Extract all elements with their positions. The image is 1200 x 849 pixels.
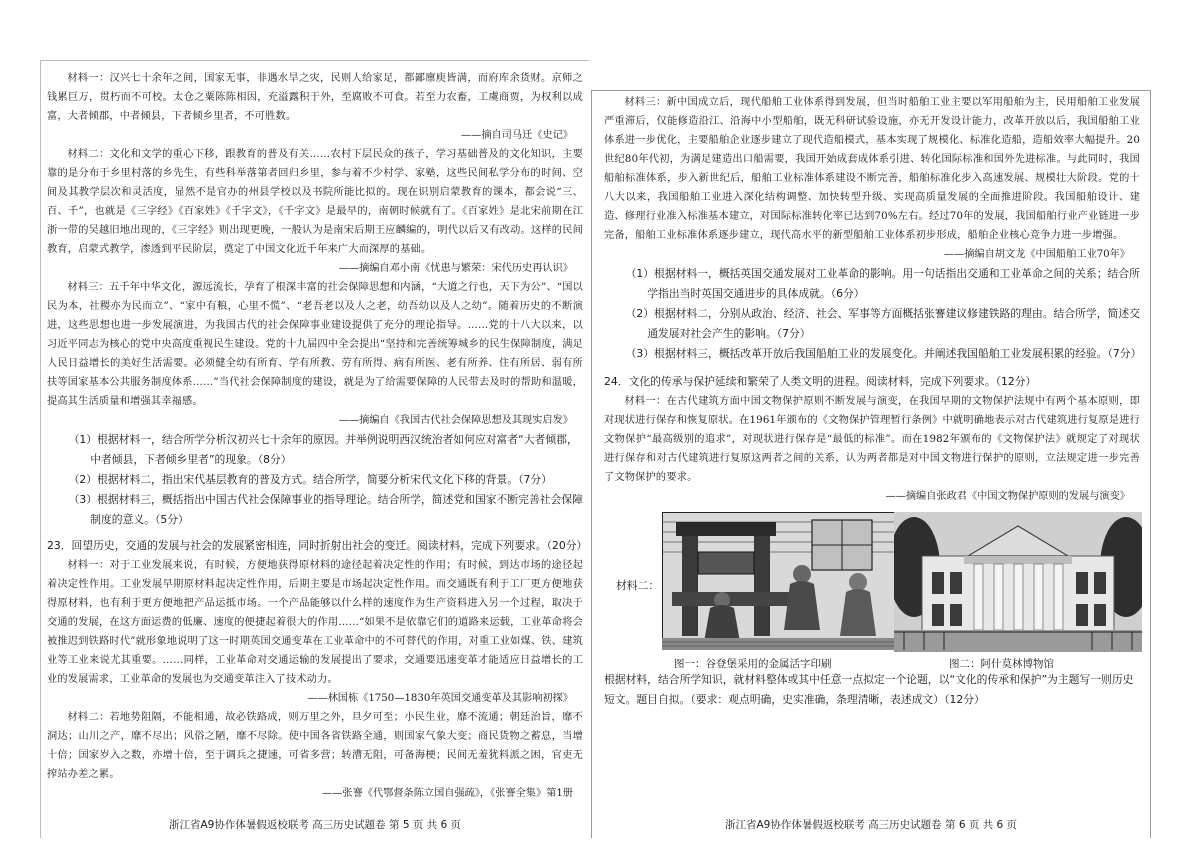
question-23-material-1-source: ——林国栋《1750—1830年英国交通变革及其影响初探》	[307, 693, 573, 704]
page-5-content	[41, 69, 589, 803]
question-24-stem: 24．文化的传承与保护延续和繁荣了人类文明的进程。阅读材料，完成下列要求。（12分）	[604, 375, 1037, 388]
material-2-label: 材料二：	[616, 579, 660, 592]
question-22-2: （2）根据材料二，指出宋代基层教育的普及方式。结合所学，简要分析宋代文化下移的背景。（7分）	[68, 473, 552, 486]
printing-press-image	[662, 512, 902, 650]
material-3-welfare: 材料三：五千年中华文化，源远流长，孕育了根深丰富的社会保障思想和内涵，“大道之行也，天下为公”、“国以民为本，社稷亦为民而立”、“家中有粮，心里不慌”、“老吾老以及人之老，幼吾幼以及人之幼”。随着历史的不断演进，这些思想也进一步发展演进，为我国古代的社会保障事业建设提供了充分的理论指导。……党的十八大以来，以习近平同志为核心的党中央高度重视民生建设。党的十九届四中全会提出“坚持和完善统筹城乡的民生保障制度，满足人民日益增长的美好生活需要。必须健全幼有所育、学有所教、劳有所得、病有所医、老有所养、住有所居、弱有所扶等国家基本公共服务制度体系……”当代社会保障制度的建设，就是为了给需要保障的人民带去及时的帮助和温暖，提高其生活质量和增强其幸福感。	[47, 282, 583, 407]
material-2-figures	[604, 512, 1140, 670]
material-1-source: ——摘自司马迁《史记》	[460, 130, 573, 141]
question-23-stem: 23．回望历史，交通的发展与社会的发展紧密相连，同时折射出社会的变迁。阅读材料，完成下列要求。（20分）	[47, 539, 588, 552]
question-22-1: （1）根据材料一，结合所学分析汉初兴七十余年的原因。并举例说明西汉统治者如何应对富者“大者倾郡，中者倾县，下者倾乡里者”的现象。（8分）	[68, 433, 578, 466]
material-2-song: 材料二：文化和文学的重心下移，跟教育的普及有关……农村下层民众的孩子，学习基础普及的文化知识，主要靠的是分布于乡里村落的乡先生，有些科举落第者回归乡里，参与着不少村学、家塾，这些民间私学分布的时间、空间及其教学层次和灵活度，显然不是官办的州县学校以及书院所能比拟的。现在识别启蒙教育的课本，都会说“三、百、千”，也就是《三字经》《百家姓》《千字文》，《千字文》是最早的，南朝时候就有了。《百家姓》是北宋前期在江浙一带的吴越旧地出现的，《三字经》则出现更晚，一般认为是南宋后期王应麟编的，明代以后又有改动。这样的民间教育，启蒙式教学，渗透到平民阶层，奠定了中国文化近千年来广大而深厚的基础。	[47, 149, 583, 255]
question-23-material-2-source: ——张謇《代鄂督条陈立国自强疏》，《张謇全集》第1册	[322, 788, 573, 799]
material-3-source: ——摘编自《我国古代社会保障思想及其现实启发》	[338, 415, 573, 426]
page-5	[40, 60, 589, 838]
question-23-2: （2）根据材料二，分别从政治、经济、社会、军事等方面概括张謇建议修建铁路的理由。结合所学，简述交通发展对社会产生的影响。（7分）	[625, 307, 1140, 340]
question-23-material-2: 材料二：若地势阻隔，不能相通，故必铁路成，则万里之外，旦夕可至；小民生业，靡不流通；朝廷治旨，靡不洞达；山川之产，靡不尽出；风俗之陋，靡不尽除。使中国各省铁路全通，则国家气象大变；商民货物之蓄息，当增十倍；国家岁入之数，亦增十倍，至于调兵之捷速，可省多营；转漕无阻，可备海梗；民间无羞犹料派之困，官吏无搾站办差之累。	[47, 712, 583, 780]
material-3-shipbuilding-source: ——摘编自胡文龙《中国船舶工业70年》	[943, 249, 1130, 260]
material-3-shipbuilding: 材料三：新中国成立后，现代船舶工业体系得到发展，但当时船舶工业主要以军用船舶为主，民用船舶工业发展严重滞后，仅能修造沿江、沿海中小型船舶，既无科研试验设施，亦无开发设计能力，改革开放以后，我国船舶工业体系进一步优化，主要船舶企业逐步建立了现代造船模式，基本实现了规模化、标准化造船，造船效率大幅提升。20世纪80年代初，为满足建造出口船需要，我国开始成套成体系引进、转化国际标准和国外先进标准。与此同时，我国船舶标准体系，步入新世纪后，船舶工业标准体系建设不断完善，船舶标准化步入高速发展、规模壮大阶段。党的十八大以来，我国船舶工业进入深化结构调整、加快转型升级、实现高质量发展的全面推进阶段。我国船舶设计、建造、修理行业准入标准基本建立，对国际标准转化率已达到70%左右。经过70年的发展，我国船舶行业产业链进一步完备，船舶工业标准体系逐步建立，现代高水平的新型船舶工业体系初步形成，船舶企业核心竞争力进一步增强。	[604, 97, 1140, 241]
material-1-han: 材料一：汉兴七十余年之间，国家无事，非遇水旱之灾，民则人给家足，都鄙廪庾皆满，而府库余货财。京师之钱累巨万，贯朽而不可校。太仓之粟陈陈相因，充溢露积于外，至腐败不可食。若至力农畜，工虞商贾，为权利以成富，大者倾郡，中者倾县，下者倾乡里者，不可胜数。	[47, 73, 583, 122]
question-24-material-1-source: ——摘编自张政君《中国文物保护原则的发展与演变》	[885, 491, 1130, 502]
ashmolean-museum-image	[894, 512, 1142, 652]
question-24-requirement: 根据材料，结合所学知识，就材料整体或其中任意一点拟定一个论题，以“文化的传承和保护”为主题写一则历史短文。题目自拟。（要求：观点明确，史实准确，条理清晰，表述成文）（12分）	[604, 673, 1134, 706]
page-6-content	[592, 93, 1150, 710]
question-24-material-1: 材料一：在古代建筑方面中国文物保护原则不断发展与演变，在我国早期的文物保护法规中有两个基本原则，即对现状进行保存和恢复原状。在1961年颁布的《文物保护管理暂行条例》中就明确地表示对古代建筑进行复原是进行文物保护“最高级别的追求”，对现状进行保存是“最低的标准”。而在1982年颁布的《文物保护法》就规定了对现状进行保存和对古代建筑进行复原这两者之间的关系，认为两者都是对中国文物进行保护的原则，立法规定进一步完善了文物保护的要求。	[604, 396, 1140, 483]
figure-1-caption: 图一：谷登堡采用的金属活字印刷	[674, 658, 832, 670]
page-6	[591, 90, 1151, 838]
question-23-3: （3）根据材料三，概括改革开放后我国船舶工业的发展变化。并阐述我国船舶工业发展积累的经验。（7分）	[625, 347, 1142, 360]
figure-2-caption: 图二：阿什莫林博物馆	[949, 658, 1054, 670]
page-6-footer: 浙江省A9协作体暑假返校联考 高三历史试题卷 第 6 页 共 6 页	[724, 819, 1018, 831]
question-23-1: （1）根据材料一，概括英国交通发展对工业革命的影响。用一句话指出交通和工业革命之间的关系；结合所学指出当时英国交通进步的具体成就。（6分）	[625, 267, 1140, 300]
question-23-material-1: 材料一：对于工业发展来说，有时候，方便地获得原材料的途径起着决定性的作用；有时候，到达市场的途径起着决定性作用。工业发展早期原材料起决定性作用，后期主要是市场起决定性作用。而交通既有利于工厂更方便地获得原材料，也有利于更方便地把产品运抵市场。一个产品能够以什么样的速度作为生产资料进入另一个过程，取决于交通的发展，在这方面运费的低廉、速度的便捷起着很大的作用……“如果不是依靠它们的道路来运载，工业革命将会被推迟到铁路时代”就形象地说明了这一时期英国交通变革在工业革命中的不可替代的作用，对重工业如煤、铁、建筑业等工业来说尤其重要。……同样，工业革命对交通运输的发展提出了要求，交通要迅速变革才能适应日益增长的工业的发展需求，工业革命的发展也为交通变革注入了技术动力。	[47, 560, 583, 685]
page-5-footer: 浙江省A9协作体暑假返校联考 高三历史试题卷 第 5 页 共 6 页	[168, 819, 462, 831]
material-2-source: ——摘编自邓小南《忧患与繁荣：宋代历史再认识》	[338, 263, 573, 274]
question-22-3: （3）根据材料三，概括指出中国古代社会保障事业的指导理论。结合所学，简述党和国家不断完善社会保障制度的意义。（5分）	[68, 493, 583, 526]
